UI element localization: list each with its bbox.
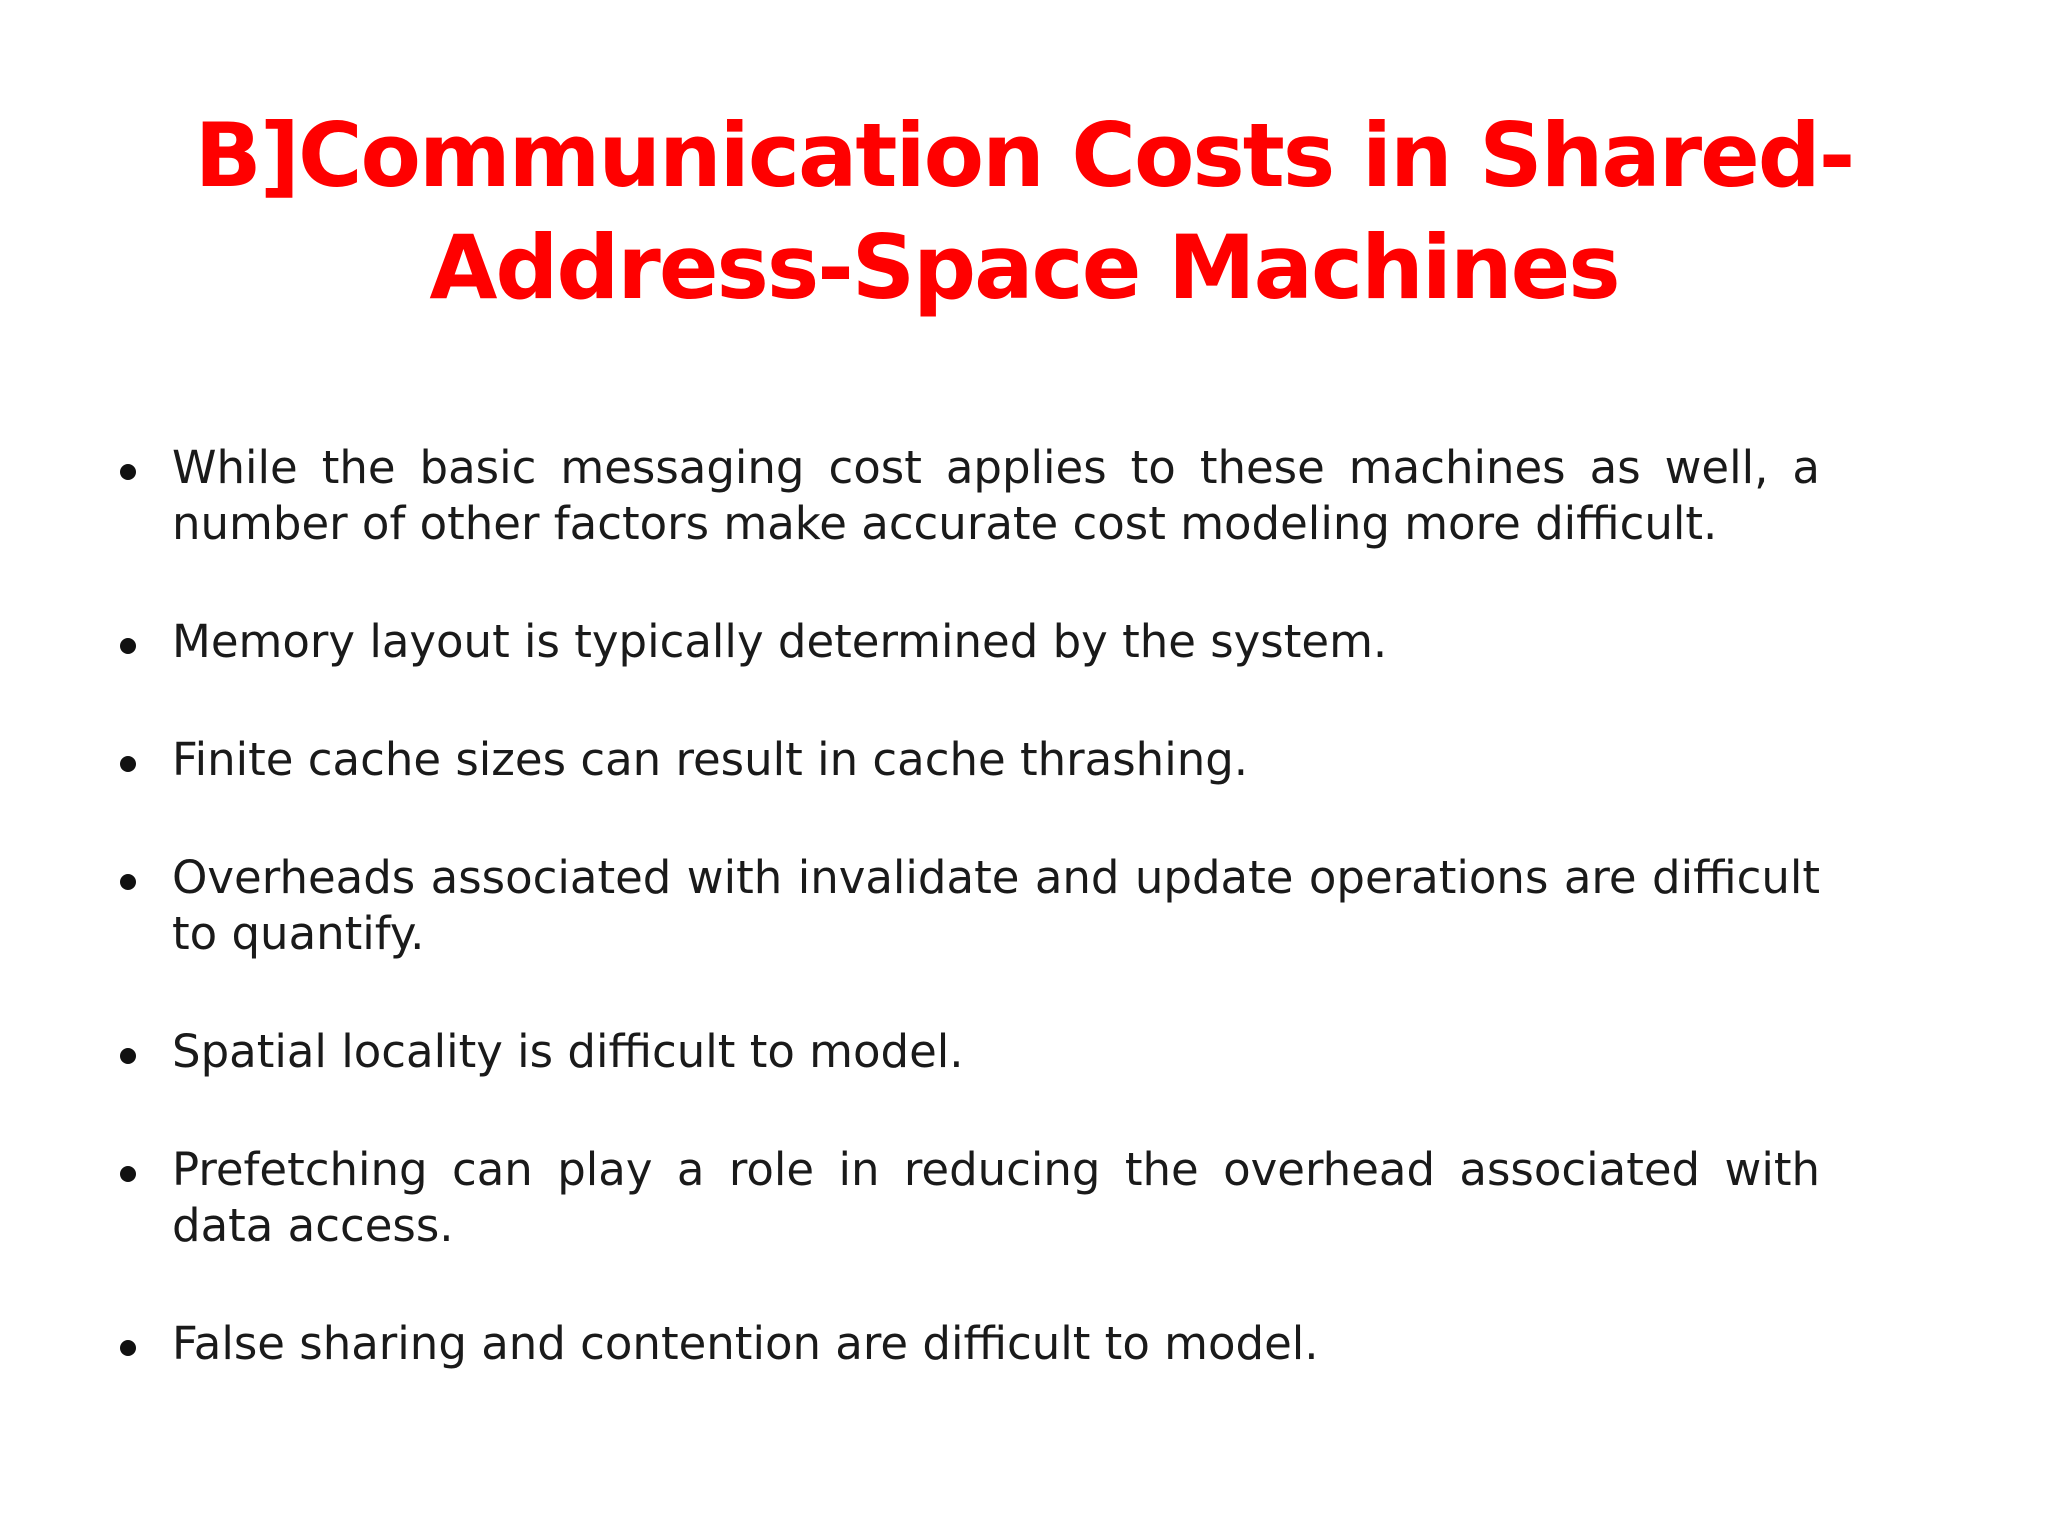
bullet-item [120,1316,1820,1372]
bullet-text: Finite cache sizes can result in cache thrashing. [172,733,1249,786]
bullet-icon [120,464,136,480]
bullet-icon [120,638,136,654]
bullet-item [120,1142,1820,1254]
bullet-item [120,732,1820,788]
bullet-item [120,614,1820,670]
bullet-item [120,850,1820,962]
bullet-icon [120,1340,136,1356]
bullet-icon [120,1048,136,1064]
bullet-text: Memory layout is typically determined by the system. [172,615,1388,668]
bullet-item [120,1024,1820,1080]
bullet-text: Overheads associated with invalidate and update operations are difficult to quantify. [172,851,1820,960]
bullet-list [120,440,1820,1434]
bullet-text: False sharing and contention are difficult to model. [172,1317,1319,1370]
bullet-icon [120,874,136,890]
bullet-icon [120,756,136,772]
bullet-icon [120,1166,136,1182]
slide-title: B]Communication Costs in Shared-Address-Space Machines [194,104,1854,319]
bullet-text: Prefetching can play a role in reducing the overhead associated with data access. [172,1143,1820,1252]
bullet-text: While the basic messaging cost applies to these machines as well, a number of other factors make accurate cost modeling more difficult. [172,441,1820,550]
bullet-text: Spatial locality is difficult to model. [172,1025,964,1078]
bullet-item [120,440,1820,552]
